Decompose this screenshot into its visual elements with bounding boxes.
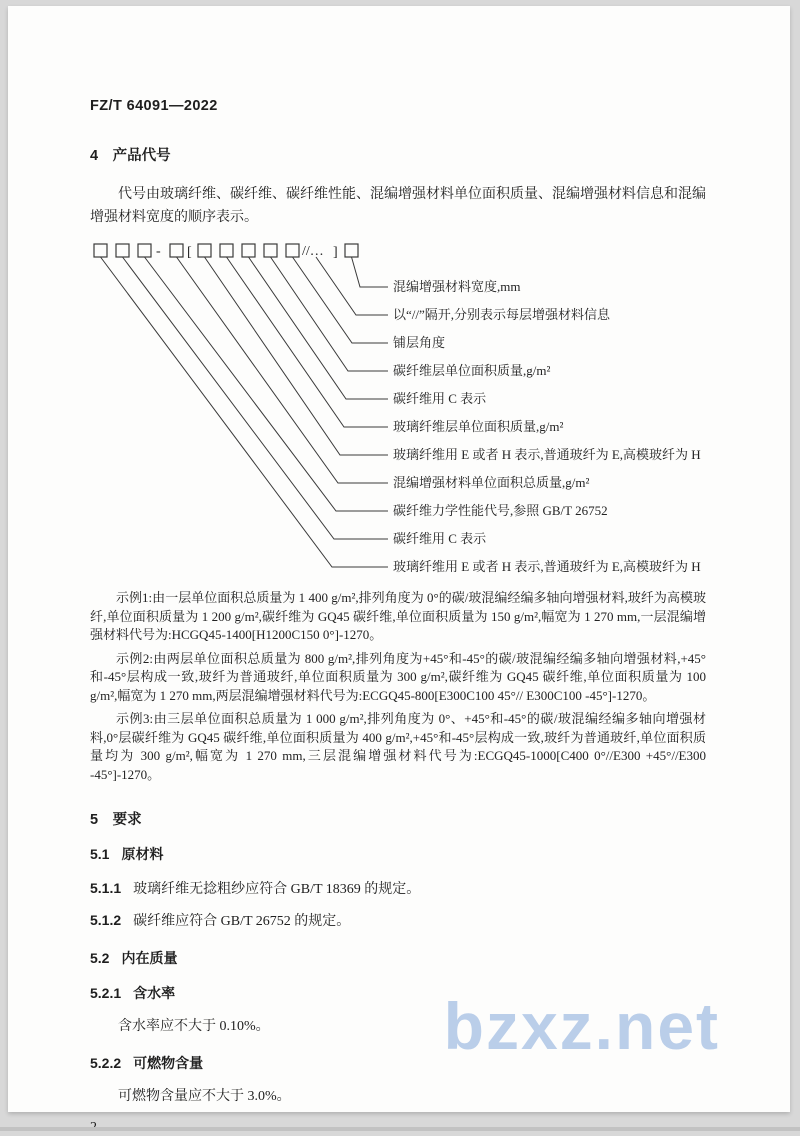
diagram-label: 铺层角度 [393,335,446,350]
clause-5-2-2-body: 可燃物含量应不大于 3.0%。 [118,1089,291,1104]
section5-1-heading [90,844,706,864]
diagram-label: 玻璃纤维层单位面积质量,g/m² [393,419,564,434]
clause-title: 原材料 [121,846,164,862]
document-page [8,6,790,1112]
clause-number: 5.2.1 [90,985,122,1001]
code-dash-symbol: - [156,244,161,259]
code-bracket-close-symbol: ] [333,245,338,260]
scan-edge [0,1127,800,1131]
example-3: 示例3:由三层单位面积总质量为 1 000 g/m²,排列角度为 0°、+45°和-45°的碳/玻混编经编多轴向增强材料,0°层碳纤维为 GQ45 碳纤维,单位面积质量为 400 g/m²,+45°和-45°层构成一致,玻纤为普通玻纤,单位面积质量均为 300 g/m²,幅宽为 1 270 mm,三层混编增强材料代号为:ECGQ45-1000[C400 0°//E300 +45°//E300 -45°]-1270。 [90,711,706,782]
section5-title: 5 要求 [90,812,142,828]
diagram-label: 以“//”隔开,分别表示每层增强材料信息 [393,307,611,322]
clause-number: 5.1.1 [90,880,122,896]
code-separator-symbol: //… [302,244,324,259]
clause-text: 玻璃纤维无捻粗纱应符合 GB/T 18369 的规定。 [133,882,421,897]
section5-2-heading [90,948,706,968]
standard-number: FZ/T 64091—2022 [90,98,218,114]
section5-2-1-heading [90,983,706,1003]
clause-title: 含水率 [133,985,176,1001]
diagram-label: 玻璃纤维用 E 或者 H 表示,普通玻纤为 E,高模玻纤为 H [393,447,701,462]
clause-number: 5.1.2 [90,912,122,928]
section4-intro: 代号由玻璃纤维、碳纤维、碳纤维性能、混编增强材料单位面积质量、混编增强材料信息和混编增强材料宽度的顺序表示。 [90,187,706,225]
section4-title: 4 产品代号 [90,148,171,164]
code-bracket-open-symbol: [ [187,245,192,260]
product-code-diagram [88,241,736,583]
clause-text: 碳纤维应符合 GB/T 26752 的规定。 [133,914,351,929]
clause-5-2-1-body: 含水率应不大于 0.10%。 [118,1019,270,1034]
clause-number: 5.2 [90,950,110,966]
example-2: 示例2:由两层单位面积总质量为 800 g/m²,排列角度为+45°和-45°的碳/玻混编经编多轴向增强材料,+45°和-45°层构成一致,玻纤为普通玻纤,单位面积质量为 300 g/m²,碳纤维为 GQ45 碳纤维,单位面积质量为 100 g/m²,幅宽为 1 270 mm,两层混编增强材料代号为:ECGQ45-800[E300C100 45°// E300C100 -45°]-1270。 [90,650,706,703]
example-1: 示例1:由一层单位面积总质量为 1 400 g/m²,排列角度为 0°的碳/玻混编经编多轴向增强材料,玻纤为高模玻纤,单位面积质量为 1 200 g/m²,碳纤维为 GQ45 碳纤维,单位面积质量为 150 g/m²,幅宽为 1 270 mm,一层混编增强材料代号为:HCGQ45-1400[H1200C150 0°]-1270。 [90,590,706,642]
clause-title: 可燃物含量 [133,1055,204,1071]
diagram-label: 碳纤维力学性能代号,参照 GB/T 26752 [393,503,608,518]
diagram-label: 碳纤维用 C 表示 [393,531,487,546]
clause-title: 内在质量 [121,950,178,966]
bzxz-watermark: bzxz.net [443,989,720,1063]
diagram-label: 混编增强材料单位面积总质量,g/m² [393,475,590,490]
connector-lines [101,257,389,567]
diagram-label: 碳纤维层单位面积质量,g/m² [393,363,551,378]
clause-number: 5.2.2 [90,1055,122,1071]
diagram-label: 碳纤维用 C 表示 [393,391,487,406]
section5-2-2-heading [90,1053,706,1073]
clause-5-1-2 [90,909,706,933]
clause-5-1-1 [90,877,706,901]
clause-number: 5.1 [90,846,110,862]
diagram-label: 玻璃纤维用 E 或者 H 表示,普通玻纤为 E,高模玻纤为 H [393,559,701,574]
diagram-label: 混编增强材料宽度,mm [393,279,521,294]
